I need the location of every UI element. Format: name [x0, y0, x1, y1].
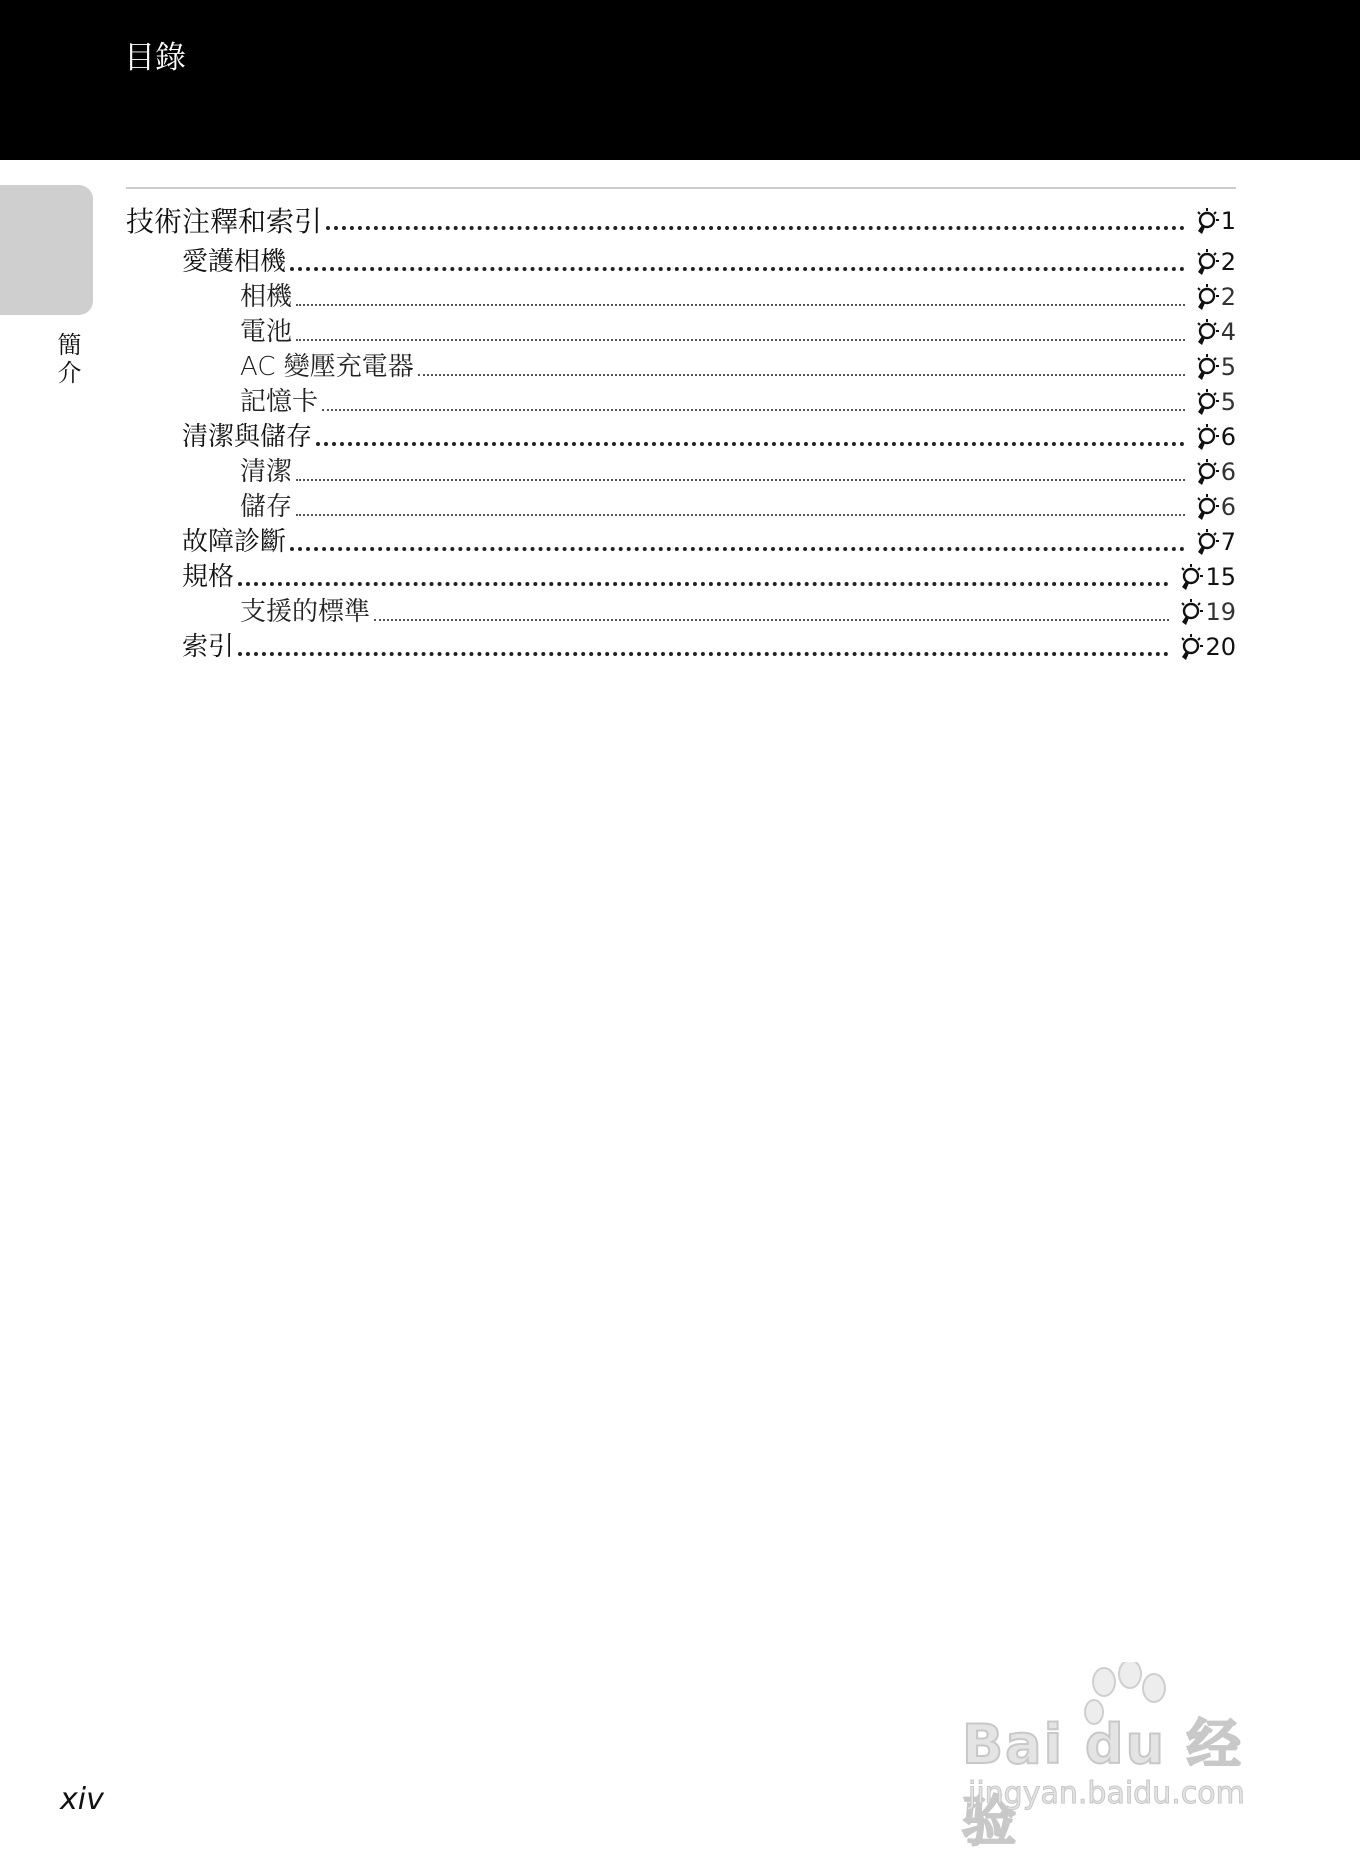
- watermark-brand: Bai du 经验: [962, 1713, 1243, 1853]
- toc-page-number: 6: [1220, 493, 1236, 521]
- toc-entry[interactable]: [126, 455, 1236, 490]
- toc-page-ref: [1193, 350, 1236, 385]
- dot-leader: [238, 582, 1169, 586]
- bulb-icon: [1193, 248, 1219, 278]
- watermark: [962, 1662, 1282, 1853]
- section-tab: [0, 185, 93, 315]
- toc-page-ref: [1177, 595, 1236, 630]
- dot-leader: [418, 374, 1185, 376]
- toc-page-ref: [1177, 560, 1236, 595]
- page-number: xiv: [60, 1782, 104, 1817]
- toc-page-number: 2: [1220, 248, 1236, 276]
- divider: [126, 187, 1236, 189]
- toc-page-number: 5: [1220, 388, 1236, 416]
- bulb-icon: [1193, 318, 1219, 348]
- toc-entry-label: 支援的標準: [240, 597, 371, 627]
- toc-entry[interactable]: [126, 350, 1236, 385]
- toc-page-ref: [1193, 455, 1236, 490]
- toc-page-number: 6: [1220, 458, 1236, 486]
- toc-page-number: 6: [1220, 423, 1236, 451]
- dot-leader: [316, 442, 1185, 446]
- section-tab-label: 簡介: [53, 332, 81, 388]
- dot-leader: [296, 339, 1185, 341]
- toc-entry[interactable]: [126, 280, 1236, 315]
- toc-entry-label: 相機: [240, 282, 293, 312]
- toc-entry-label: 清潔與儲存: [182, 422, 313, 452]
- toc-entry-label: 技術注釋和索引: [126, 205, 323, 238]
- bulb-icon: [1193, 388, 1219, 418]
- toc-page-ref: [1193, 525, 1236, 560]
- toc-entry-label: 清潔: [240, 457, 293, 487]
- toc-page-ref: [1193, 490, 1236, 525]
- toc-entry-label: 記憶卡: [240, 387, 319, 417]
- toc-entry[interactable]: [126, 315, 1236, 350]
- toc-entry[interactable]: [126, 595, 1236, 630]
- bulb-icon: [1193, 458, 1219, 488]
- bulb-icon: [1177, 633, 1203, 663]
- toc-entry-label: 索引: [182, 632, 235, 662]
- dot-leader: [290, 267, 1185, 271]
- bulb-icon: [1193, 207, 1219, 237]
- toc-page-number: 20: [1205, 633, 1236, 661]
- dot-leader: [374, 619, 1169, 621]
- toc-page-ref: [1193, 420, 1236, 455]
- toc-entry[interactable]: [126, 490, 1236, 525]
- dot-leader: [296, 514, 1185, 516]
- toc-page-number: 1: [1220, 207, 1236, 235]
- dot-leader: [238, 652, 1169, 656]
- toc-entry-label: 電池: [240, 317, 293, 347]
- dot-leader: [326, 226, 1185, 230]
- bulb-icon: [1193, 283, 1219, 313]
- toc-page-number: 19: [1205, 598, 1236, 626]
- bulb-icon: [1193, 423, 1219, 453]
- dot-leader: [322, 409, 1185, 411]
- toc-entry-label: 愛護相機: [182, 247, 287, 277]
- toc-page-number: 5: [1220, 353, 1236, 381]
- bulb-icon: [1177, 563, 1203, 593]
- bulb-icon: [1193, 528, 1219, 558]
- toc-page-number: 4: [1220, 318, 1236, 346]
- toc-entry-label: AC 變壓充電器: [240, 352, 414, 382]
- toc-entry[interactable]: [126, 204, 1236, 239]
- toc-page-ref: [1193, 204, 1236, 239]
- toc-page-number: 7: [1220, 528, 1236, 556]
- toc-page-ref: [1193, 315, 1236, 350]
- toc-entry[interactable]: [126, 385, 1236, 420]
- toc-entry[interactable]: [126, 630, 1236, 665]
- toc-page-number: 2: [1220, 283, 1236, 311]
- table-of-contents: [126, 204, 1236, 665]
- toc-page-ref: [1177, 630, 1236, 665]
- toc-entry[interactable]: [126, 560, 1236, 595]
- toc-entry-label: 故障診斷: [182, 527, 287, 557]
- toc-entry-label: 規格: [182, 562, 235, 592]
- toc-entry-label: 儲存: [240, 492, 293, 522]
- toc-page-number: 15: [1205, 563, 1236, 591]
- toc-page-ref: [1193, 385, 1236, 420]
- watermark-url: jingyan.baidu.com: [968, 1776, 1245, 1811]
- header-band: [0, 0, 1360, 160]
- dot-leader: [296, 479, 1185, 481]
- bulb-icon: [1193, 493, 1219, 523]
- toc-entry[interactable]: [126, 420, 1236, 455]
- dot-leader: [296, 304, 1185, 306]
- bulb-icon: [1177, 598, 1203, 628]
- toc-page-ref: [1193, 245, 1236, 280]
- toc-entry[interactable]: [126, 245, 1236, 280]
- page-title: 目錄: [124, 40, 186, 76]
- dot-leader: [290, 547, 1185, 551]
- toc-entry[interactable]: [126, 525, 1236, 560]
- toc-page-ref: [1193, 280, 1236, 315]
- bulb-icon: [1193, 353, 1219, 383]
